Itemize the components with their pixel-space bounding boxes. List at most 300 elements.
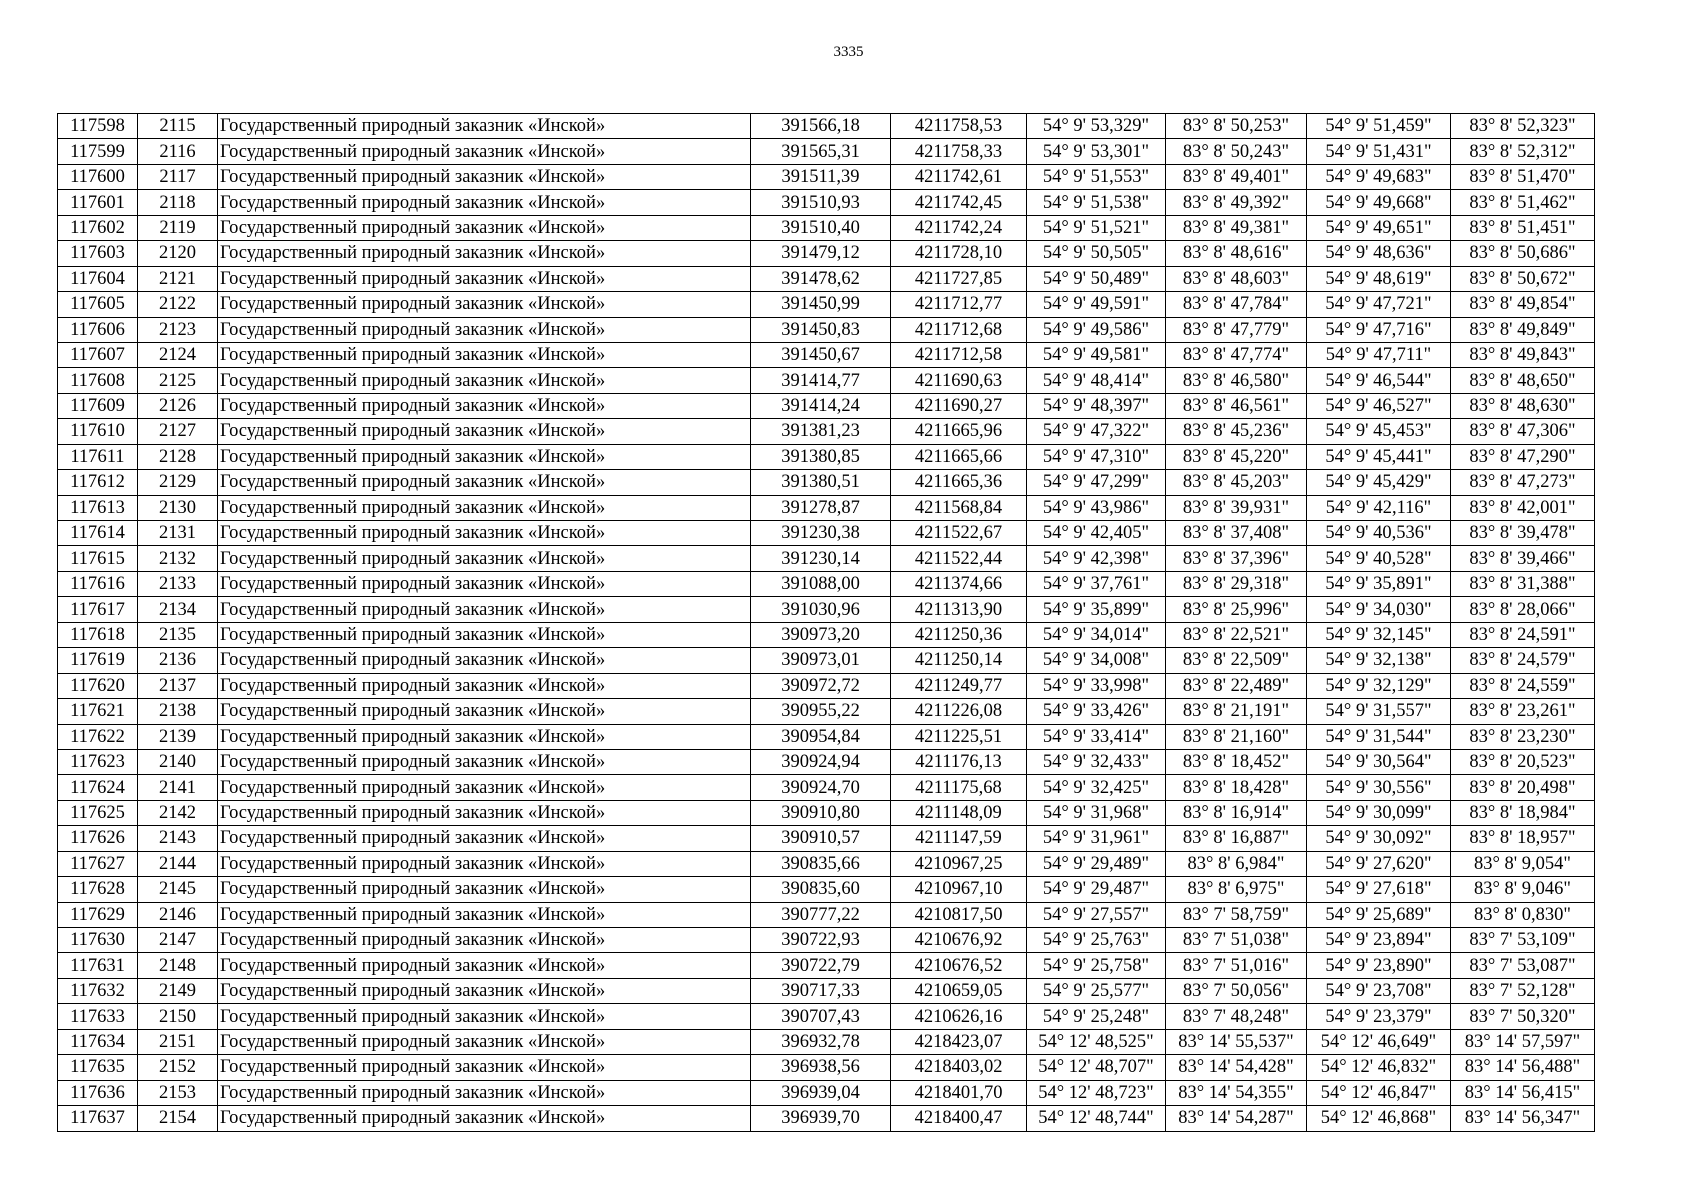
point-number-cell: 2132	[138, 546, 218, 571]
coord-y-cell: 4211175,68	[891, 775, 1027, 800]
latitude-2-cell: 54° 9' 45,441"	[1307, 444, 1451, 469]
longitude-1-cell: 83° 8' 49,392"	[1166, 190, 1307, 215]
record-id-cell: 117635	[58, 1055, 138, 1080]
latitude-1-cell: 54° 9' 32,433"	[1027, 749, 1166, 774]
coord-x-cell: 390722,79	[751, 953, 891, 978]
point-number-cell: 2149	[138, 978, 218, 1003]
coord-x-cell: 390955,22	[751, 699, 891, 724]
coord-x-cell: 391230,14	[751, 546, 891, 571]
point-number-cell: 2124	[138, 342, 218, 367]
coord-x-cell: 391478,62	[751, 266, 891, 291]
latitude-2-cell: 54° 9' 30,564"	[1307, 749, 1451, 774]
table-row	[58, 775, 1595, 800]
coord-x-cell: 391380,51	[751, 470, 891, 495]
record-id-cell: 117620	[58, 673, 138, 698]
coord-y-cell: 4211522,67	[891, 521, 1027, 546]
object-name-cell: Государственный природный заказник «Инской»	[218, 877, 751, 902]
latitude-2-cell: 54° 9' 47,711"	[1307, 342, 1451, 367]
longitude-1-cell: 83° 8' 45,203"	[1166, 470, 1307, 495]
coord-x-cell: 391510,93	[751, 190, 891, 215]
longitude-2-cell: 83° 8' 20,498"	[1451, 775, 1595, 800]
longitude-1-cell: 83° 7' 51,038"	[1166, 928, 1307, 953]
latitude-2-cell: 54° 12' 46,868"	[1307, 1106, 1451, 1131]
record-id-cell: 117601	[58, 190, 138, 215]
longitude-1-cell: 83° 8' 22,521"	[1166, 622, 1307, 647]
latitude-2-cell: 54° 9' 32,129"	[1307, 673, 1451, 698]
record-id-cell: 117623	[58, 749, 138, 774]
table-row	[58, 851, 1595, 876]
longitude-1-cell: 83° 8' 47,774"	[1166, 342, 1307, 367]
coord-y-cell: 4211712,58	[891, 342, 1027, 367]
table-row	[58, 749, 1595, 774]
coord-y-cell: 4211522,44	[891, 546, 1027, 571]
latitude-2-cell: 54° 12' 46,832"	[1307, 1055, 1451, 1080]
longitude-1-cell: 83° 8' 47,784"	[1166, 292, 1307, 317]
latitude-2-cell: 54° 9' 47,716"	[1307, 317, 1451, 342]
longitude-1-cell: 83° 14' 54,287"	[1166, 1106, 1307, 1131]
longitude-1-cell: 83° 8' 22,489"	[1166, 673, 1307, 698]
longitude-2-cell: 83° 8' 39,466"	[1451, 546, 1595, 571]
coord-x-cell: 390717,33	[751, 978, 891, 1003]
table-row	[58, 317, 1595, 342]
latitude-1-cell: 54° 9' 53,329"	[1027, 114, 1166, 139]
latitude-1-cell: 54° 9' 29,489"	[1027, 851, 1166, 876]
coord-y-cell: 4211712,77	[891, 292, 1027, 317]
longitude-1-cell: 83° 7' 50,056"	[1166, 978, 1307, 1003]
longitude-1-cell: 83° 8' 22,509"	[1166, 648, 1307, 673]
point-number-cell: 2135	[138, 622, 218, 647]
latitude-1-cell: 54° 9' 51,521"	[1027, 215, 1166, 240]
object-name-cell: Государственный природный заказник «Инской»	[218, 597, 751, 622]
record-id-cell: 117612	[58, 470, 138, 495]
record-id-cell: 117598	[58, 114, 138, 139]
coord-y-cell: 4211665,36	[891, 470, 1027, 495]
longitude-2-cell: 83° 8' 20,523"	[1451, 749, 1595, 774]
object-name-cell: Государственный природный заказник «Инской»	[218, 622, 751, 647]
coord-y-cell: 4211727,85	[891, 266, 1027, 291]
latitude-2-cell: 54° 9' 47,721"	[1307, 292, 1451, 317]
longitude-2-cell: 83° 8' 0,830"	[1451, 902, 1595, 927]
coord-y-cell: 4211148,09	[891, 800, 1027, 825]
longitude-1-cell: 83° 8' 46,561"	[1166, 393, 1307, 418]
coord-x-cell: 391381,23	[751, 419, 891, 444]
latitude-2-cell: 54° 9' 35,891"	[1307, 571, 1451, 596]
object-name-cell: Государственный природный заказник «Инской»	[218, 851, 751, 876]
point-number-cell: 2147	[138, 928, 218, 953]
table-row	[58, 571, 1595, 596]
coord-y-cell: 4218400,47	[891, 1106, 1027, 1131]
record-id-cell: 117633	[58, 1004, 138, 1029]
object-name-cell: Государственный природный заказник «Инской»	[218, 928, 751, 953]
object-name-cell: Государственный природный заказник «Инской»	[218, 114, 751, 139]
longitude-1-cell: 83° 8' 21,160"	[1166, 724, 1307, 749]
coord-x-cell: 390910,57	[751, 826, 891, 851]
coord-x-cell: 396932,78	[751, 1029, 891, 1054]
latitude-1-cell: 54° 9' 49,591"	[1027, 292, 1166, 317]
coord-y-cell: 4211249,77	[891, 673, 1027, 698]
latitude-1-cell: 54° 9' 27,557"	[1027, 902, 1166, 927]
coord-x-cell: 390910,80	[751, 800, 891, 825]
latitude-1-cell: 54° 9' 50,489"	[1027, 266, 1166, 291]
table-row	[58, 368, 1595, 393]
longitude-1-cell: 83° 8' 45,236"	[1166, 419, 1307, 444]
latitude-1-cell: 54° 9' 32,425"	[1027, 775, 1166, 800]
object-name-cell: Государственный природный заказник «Инской»	[218, 292, 751, 317]
latitude-1-cell: 54° 9' 37,761"	[1027, 571, 1166, 596]
longitude-2-cell: 83° 8' 42,001"	[1451, 495, 1595, 520]
longitude-1-cell: 83° 8' 48,616"	[1166, 241, 1307, 266]
latitude-1-cell: 54° 9' 29,487"	[1027, 877, 1166, 902]
object-name-cell: Государственный природный заказник «Инской»	[218, 673, 751, 698]
object-name-cell: Государственный природный заказник «Инской»	[218, 826, 751, 851]
coord-y-cell: 4211313,90	[891, 597, 1027, 622]
coord-x-cell: 391030,96	[751, 597, 891, 622]
object-name-cell: Государственный природный заказник «Инской»	[218, 546, 751, 571]
table-row	[58, 470, 1595, 495]
coord-x-cell: 391510,40	[751, 215, 891, 240]
latitude-2-cell: 54° 9' 46,544"	[1307, 368, 1451, 393]
latitude-2-cell: 54° 9' 31,544"	[1307, 724, 1451, 749]
record-id-cell: 117628	[58, 877, 138, 902]
table-row	[58, 648, 1595, 673]
latitude-1-cell: 54° 9' 34,014"	[1027, 622, 1166, 647]
longitude-2-cell: 83° 14' 56,488"	[1451, 1055, 1595, 1080]
table-row	[58, 241, 1595, 266]
object-name-cell: Государственный природный заказник «Инской»	[218, 190, 751, 215]
point-number-cell: 2137	[138, 673, 218, 698]
object-name-cell: Государственный природный заказник «Инской»	[218, 902, 751, 927]
coord-x-cell: 391380,85	[751, 444, 891, 469]
latitude-1-cell: 54° 9' 25,758"	[1027, 953, 1166, 978]
point-number-cell: 2154	[138, 1106, 218, 1131]
record-id-cell: 117613	[58, 495, 138, 520]
longitude-2-cell: 83° 8' 49,843"	[1451, 342, 1595, 367]
latitude-2-cell: 54° 9' 40,528"	[1307, 546, 1451, 571]
record-id-cell: 117609	[58, 393, 138, 418]
point-number-cell: 2125	[138, 368, 218, 393]
coord-y-cell: 4210967,10	[891, 877, 1027, 902]
object-name-cell: Государственный природный заказник «Инской»	[218, 521, 751, 546]
longitude-2-cell: 83° 8' 50,686"	[1451, 241, 1595, 266]
longitude-2-cell: 83° 8' 23,230"	[1451, 724, 1595, 749]
longitude-2-cell: 83° 7' 52,128"	[1451, 978, 1595, 1003]
coord-x-cell: 391414,24	[751, 393, 891, 418]
coord-x-cell: 390707,43	[751, 1004, 891, 1029]
point-number-cell: 2117	[138, 164, 218, 189]
latitude-2-cell: 54° 9' 49,651"	[1307, 215, 1451, 240]
longitude-1-cell: 83° 8' 45,220"	[1166, 444, 1307, 469]
point-number-cell: 2151	[138, 1029, 218, 1054]
latitude-1-cell: 54° 9' 50,505"	[1027, 241, 1166, 266]
longitude-1-cell: 83° 8' 37,396"	[1166, 546, 1307, 571]
latitude-2-cell: 54° 9' 23,379"	[1307, 1004, 1451, 1029]
coord-y-cell: 4210817,50	[891, 902, 1027, 927]
record-id-cell: 117614	[58, 521, 138, 546]
latitude-2-cell: 54° 12' 46,847"	[1307, 1080, 1451, 1105]
table-row	[58, 953, 1595, 978]
latitude-2-cell: 54° 9' 25,689"	[1307, 902, 1451, 927]
longitude-2-cell: 83° 8' 9,046"	[1451, 877, 1595, 902]
latitude-2-cell: 54° 9' 32,138"	[1307, 648, 1451, 673]
point-number-cell: 2133	[138, 571, 218, 596]
coord-x-cell: 396939,70	[751, 1106, 891, 1131]
record-id-cell: 117627	[58, 851, 138, 876]
object-name-cell: Государственный природный заказник «Инской»	[218, 1029, 751, 1054]
table-row	[58, 393, 1595, 418]
table-row	[58, 164, 1595, 189]
coord-x-cell: 391511,39	[751, 164, 891, 189]
coord-x-cell: 391565,31	[751, 139, 891, 164]
point-number-cell: 2139	[138, 724, 218, 749]
coord-x-cell: 390924,70	[751, 775, 891, 800]
object-name-cell: Государственный природный заказник «Инской»	[218, 648, 751, 673]
point-number-cell: 2128	[138, 444, 218, 469]
point-number-cell: 2143	[138, 826, 218, 851]
record-id-cell: 117610	[58, 419, 138, 444]
longitude-2-cell: 83° 8' 51,470"	[1451, 164, 1595, 189]
latitude-2-cell: 54° 9' 27,618"	[1307, 877, 1451, 902]
longitude-1-cell: 83° 8' 47,779"	[1166, 317, 1307, 342]
longitude-2-cell: 83° 14' 56,415"	[1451, 1080, 1595, 1105]
point-number-cell: 2119	[138, 215, 218, 240]
table-row	[58, 800, 1595, 825]
point-number-cell: 2126	[138, 393, 218, 418]
coord-y-cell: 4211712,68	[891, 317, 1027, 342]
latitude-1-cell: 54° 9' 48,414"	[1027, 368, 1166, 393]
longitude-1-cell: 83° 8' 16,914"	[1166, 800, 1307, 825]
coord-y-cell: 4211147,59	[891, 826, 1027, 851]
latitude-1-cell: 54° 9' 34,008"	[1027, 648, 1166, 673]
longitude-1-cell: 83° 14' 54,428"	[1166, 1055, 1307, 1080]
table-row	[58, 1055, 1595, 1080]
coord-y-cell: 4211568,84	[891, 495, 1027, 520]
latitude-2-cell: 54° 9' 49,668"	[1307, 190, 1451, 215]
latitude-1-cell: 54° 12' 48,525"	[1027, 1029, 1166, 1054]
page-number: 3335	[833, 44, 864, 60]
table-row	[58, 597, 1595, 622]
coord-y-cell: 4210676,92	[891, 928, 1027, 953]
longitude-2-cell: 83° 8' 47,273"	[1451, 470, 1595, 495]
object-name-cell: Государственный природный заказник «Инской»	[218, 775, 751, 800]
coord-y-cell: 4211226,08	[891, 699, 1027, 724]
record-id-cell: 117602	[58, 215, 138, 240]
record-id-cell: 117621	[58, 699, 138, 724]
longitude-2-cell: 83° 8' 18,957"	[1451, 826, 1595, 851]
table-row	[58, 495, 1595, 520]
longitude-2-cell: 83° 8' 47,306"	[1451, 419, 1595, 444]
longitude-2-cell: 83° 8' 18,984"	[1451, 800, 1595, 825]
table-row	[58, 902, 1595, 927]
latitude-1-cell: 54° 9' 49,581"	[1027, 342, 1166, 367]
longitude-2-cell: 83° 8' 23,261"	[1451, 699, 1595, 724]
longitude-2-cell: 83° 8' 49,854"	[1451, 292, 1595, 317]
table-row	[58, 826, 1595, 851]
longitude-1-cell: 83° 8' 29,318"	[1166, 571, 1307, 596]
object-name-cell: Государственный природный заказник «Инской»	[218, 241, 751, 266]
point-number-cell: 2134	[138, 597, 218, 622]
point-number-cell: 2138	[138, 699, 218, 724]
coord-x-cell: 391450,83	[751, 317, 891, 342]
coord-y-cell: 4210659,05	[891, 978, 1027, 1003]
coord-x-cell: 390722,93	[751, 928, 891, 953]
latitude-2-cell: 54° 9' 45,453"	[1307, 419, 1451, 444]
point-number-cell: 2145	[138, 877, 218, 902]
object-name-cell: Государственный природный заказник «Инской»	[218, 1004, 751, 1029]
coord-x-cell: 391414,77	[751, 368, 891, 393]
coord-x-cell: 390924,94	[751, 749, 891, 774]
object-name-cell: Государственный природный заказник «Инской»	[218, 571, 751, 596]
coord-x-cell: 390777,22	[751, 902, 891, 927]
coord-y-cell: 4211374,66	[891, 571, 1027, 596]
object-name-cell: Государственный природный заказник «Инской»	[218, 317, 751, 342]
object-name-cell: Государственный природный заказник «Инской»	[218, 953, 751, 978]
table-row	[58, 673, 1595, 698]
coord-x-cell: 391479,12	[751, 241, 891, 266]
record-id-cell: 117632	[58, 978, 138, 1003]
table-row	[58, 978, 1595, 1003]
longitude-1-cell: 83° 8' 48,603"	[1166, 266, 1307, 291]
point-number-cell: 2140	[138, 749, 218, 774]
longitude-1-cell: 83° 8' 18,452"	[1166, 749, 1307, 774]
record-id-cell: 117615	[58, 546, 138, 571]
longitude-1-cell: 83° 8' 16,887"	[1166, 826, 1307, 851]
table-row	[58, 877, 1595, 902]
coord-y-cell: 4211758,33	[891, 139, 1027, 164]
longitude-1-cell: 83° 7' 58,759"	[1166, 902, 1307, 927]
coord-y-cell: 4211742,61	[891, 164, 1027, 189]
latitude-1-cell: 54° 9' 51,538"	[1027, 190, 1166, 215]
longitude-2-cell: 83° 8' 24,579"	[1451, 648, 1595, 673]
coord-y-cell: 4211728,10	[891, 241, 1027, 266]
point-number-cell: 2148	[138, 953, 218, 978]
longitude-2-cell: 83° 8' 51,451"	[1451, 215, 1595, 240]
coord-x-cell: 390835,66	[751, 851, 891, 876]
coord-x-cell: 390954,84	[751, 724, 891, 749]
record-id-cell: 117618	[58, 622, 138, 647]
point-number-cell: 2153	[138, 1080, 218, 1105]
table-row	[58, 419, 1595, 444]
latitude-1-cell: 54° 9' 33,998"	[1027, 673, 1166, 698]
coord-y-cell: 4210626,16	[891, 1004, 1027, 1029]
object-name-cell: Государственный природный заказник «Инской»	[218, 1106, 751, 1131]
latitude-1-cell: 54° 9' 47,310"	[1027, 444, 1166, 469]
coord-y-cell: 4211665,96	[891, 419, 1027, 444]
coord-x-cell: 390972,72	[751, 673, 891, 698]
point-number-cell: 2129	[138, 470, 218, 495]
object-name-cell: Государственный природный заказник «Инской»	[218, 699, 751, 724]
latitude-2-cell: 54° 9' 46,527"	[1307, 393, 1451, 418]
object-name-cell: Государственный природный заказник «Инской»	[218, 724, 751, 749]
latitude-1-cell: 54° 9' 42,398"	[1027, 546, 1166, 571]
longitude-1-cell: 83° 14' 55,537"	[1166, 1029, 1307, 1054]
coord-y-cell: 4211758,53	[891, 114, 1027, 139]
longitude-2-cell: 83° 8' 28,066"	[1451, 597, 1595, 622]
longitude-2-cell: 83° 7' 50,320"	[1451, 1004, 1595, 1029]
coord-x-cell: 391450,67	[751, 342, 891, 367]
table-row	[58, 215, 1595, 240]
table-row	[58, 292, 1595, 317]
record-id-cell: 117637	[58, 1106, 138, 1131]
table-row	[58, 1080, 1595, 1105]
point-number-cell: 2150	[138, 1004, 218, 1029]
longitude-2-cell: 83° 8' 39,478"	[1451, 521, 1595, 546]
coord-y-cell: 4211250,36	[891, 622, 1027, 647]
record-id-cell: 117606	[58, 317, 138, 342]
record-id-cell: 117631	[58, 953, 138, 978]
object-name-cell: Государственный природный заказник «Инской»	[218, 978, 751, 1003]
table-row	[58, 114, 1595, 139]
latitude-1-cell: 54° 9' 47,322"	[1027, 419, 1166, 444]
coord-y-cell: 4210967,25	[891, 851, 1027, 876]
coord-y-cell: 4211665,66	[891, 444, 1027, 469]
coord-x-cell: 390835,60	[751, 877, 891, 902]
record-id-cell: 117616	[58, 571, 138, 596]
longitude-2-cell: 83° 8' 50,672"	[1451, 266, 1595, 291]
object-name-cell: Государственный природный заказник «Инской»	[218, 444, 751, 469]
record-id-cell: 117634	[58, 1029, 138, 1054]
record-id-cell: 117630	[58, 928, 138, 953]
latitude-2-cell: 54° 9' 51,459"	[1307, 114, 1451, 139]
record-id-cell: 117617	[58, 597, 138, 622]
latitude-2-cell: 54° 9' 30,092"	[1307, 826, 1451, 851]
coord-y-cell: 4211690,27	[891, 393, 1027, 418]
coord-x-cell: 391088,00	[751, 571, 891, 596]
object-name-cell: Государственный природный заказник «Инской»	[218, 495, 751, 520]
object-name-cell: Государственный природный заказник «Инской»	[218, 470, 751, 495]
record-id-cell: 117619	[58, 648, 138, 673]
longitude-2-cell: 83° 14' 57,597"	[1451, 1029, 1595, 1054]
coord-y-cell: 4211250,14	[891, 648, 1027, 673]
longitude-1-cell: 83° 14' 54,355"	[1166, 1080, 1307, 1105]
point-number-cell: 2120	[138, 241, 218, 266]
latitude-1-cell: 54° 9' 31,968"	[1027, 800, 1166, 825]
latitude-2-cell: 54° 9' 40,536"	[1307, 521, 1451, 546]
longitude-2-cell: 83° 8' 31,388"	[1451, 571, 1595, 596]
point-number-cell: 2144	[138, 851, 218, 876]
table-row	[58, 521, 1595, 546]
longitude-2-cell: 83° 8' 48,650"	[1451, 368, 1595, 393]
object-name-cell: Государственный природный заказник «Инской»	[218, 164, 751, 189]
coord-y-cell: 4211742,45	[891, 190, 1027, 215]
latitude-1-cell: 54° 12' 48,723"	[1027, 1080, 1166, 1105]
longitude-2-cell: 83° 8' 47,290"	[1451, 444, 1595, 469]
longitude-2-cell: 83° 8' 52,323"	[1451, 114, 1595, 139]
point-number-cell: 2116	[138, 139, 218, 164]
object-name-cell: Государственный природный заказник «Инской»	[218, 393, 751, 418]
longitude-1-cell: 83° 8' 46,580"	[1166, 368, 1307, 393]
longitude-1-cell: 83° 8' 37,408"	[1166, 521, 1307, 546]
table-row	[58, 699, 1595, 724]
point-number-cell: 2146	[138, 902, 218, 927]
latitude-1-cell: 54° 9' 51,553"	[1027, 164, 1166, 189]
latitude-1-cell: 54° 9' 33,414"	[1027, 724, 1166, 749]
coord-x-cell: 396938,56	[751, 1055, 891, 1080]
latitude-1-cell: 54° 9' 42,405"	[1027, 521, 1166, 546]
object-name-cell: Государственный природный заказник «Инской»	[218, 1080, 751, 1105]
coord-x-cell: 391450,99	[751, 292, 891, 317]
point-number-cell: 2122	[138, 292, 218, 317]
table-row	[58, 444, 1595, 469]
latitude-1-cell: 54° 9' 47,299"	[1027, 470, 1166, 495]
coord-y-cell: 4211176,13	[891, 749, 1027, 774]
table-row	[58, 342, 1595, 367]
latitude-2-cell: 54° 9' 23,708"	[1307, 978, 1451, 1003]
latitude-1-cell: 54° 12' 48,744"	[1027, 1106, 1166, 1131]
table-row	[58, 1029, 1595, 1054]
record-id-cell: 117607	[58, 342, 138, 367]
latitude-2-cell: 54° 9' 23,890"	[1307, 953, 1451, 978]
record-id-cell: 117622	[58, 724, 138, 749]
